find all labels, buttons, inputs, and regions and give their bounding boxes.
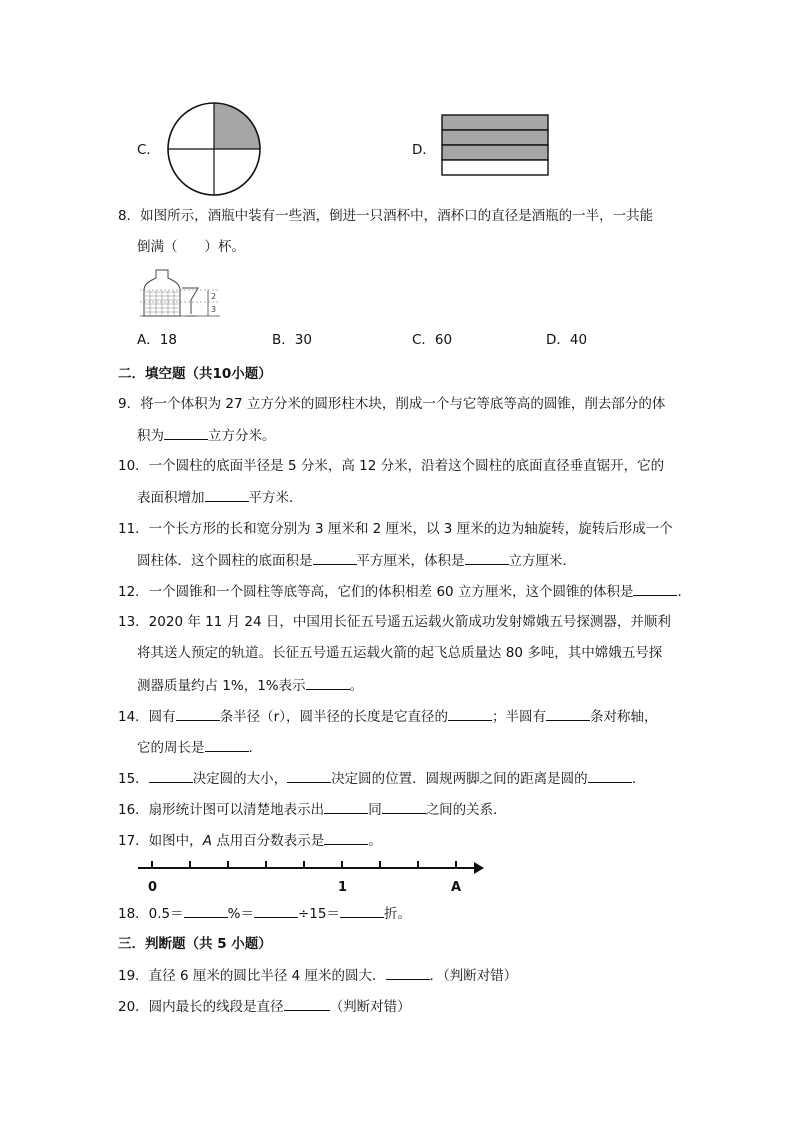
answer-blank[interactable]	[205, 487, 249, 502]
label-a: A	[451, 880, 462, 895]
answer-blank[interactable]	[164, 425, 208, 440]
q12-line: 12．一个圆锥和一个圆柱等底等高，它们的体积相差 60 立方厘米，这个圆锥的体积是 ．	[118, 581, 691, 602]
q13-line1: 13．2020 年 11 月 24 日，中国用长征五号遥五运载火箭成功发射嫦娥五号探测器，并顺利	[118, 614, 671, 630]
number-line	[138, 856, 488, 896]
answer-blank[interactable]	[324, 830, 368, 845]
option-c-label: C．	[137, 142, 160, 158]
answer-blank[interactable]	[284, 996, 330, 1011]
q8-line2: 倒满（ ）杯。	[137, 239, 245, 255]
q8-option-b: B．30	[272, 332, 312, 348]
answer-blank[interactable]	[205, 737, 249, 752]
label-1: 1	[338, 880, 348, 895]
answer-blank[interactable]	[313, 550, 357, 565]
bottle-liquid-hatch	[145, 291, 179, 315]
fig-label-3: 3	[211, 305, 217, 314]
answer-blank[interactable]	[382, 799, 426, 814]
q16-line: 16．扇形统计图可以清楚地表示出 同 之间的关系．	[118, 799, 507, 820]
q19-line: 19．直径 6 厘米的圆比半径 4 厘米的圆大． ．（判断对错）	[118, 965, 517, 986]
answer-blank[interactable]	[448, 706, 492, 721]
quarter-circle-figure	[165, 100, 263, 198]
shaded-strip-3	[442, 145, 548, 160]
q14-line1: 14．圆有 条半径（r），圆半径的长度是它直径的 ；半圆有 条对称轴，	[118, 706, 658, 727]
answer-blank[interactable]	[588, 768, 632, 783]
answer-blank[interactable]	[184, 903, 228, 918]
answer-blank[interactable]	[546, 706, 590, 721]
section2-title: 二．填空题（共10小题）	[118, 366, 272, 382]
answer-blank[interactable]	[340, 903, 384, 918]
answer-blank[interactable]	[176, 706, 220, 721]
q9-line1: 9．将一个体积为 27 立方分米的圆形柱木块，削成一个与它等底等高的圆锥，削去部分的体	[118, 396, 666, 412]
q9-line2: 积为 立方分米。	[137, 425, 276, 446]
q18-line: 18．0.5＝ %＝ ÷15＝ 折。	[118, 903, 411, 924]
q17-line: 17．如图中，A 点用百分数表示是 。	[118, 830, 382, 851]
section3-title: 三．判断题（共 5 小题）	[118, 936, 272, 952]
answer-blank[interactable]	[324, 799, 368, 814]
q13-line2: 将其送人预定的轨道。长征五号遥五运载火箭的起飞总质量达 80 多吨，其中嫦娥五号探	[137, 645, 663, 661]
q8-line1: 8．如图所示，酒瓶中装有一些酒，倒进一只酒杯中，酒杯口的直径是酒瓶的一半，一共能	[118, 208, 654, 224]
answer-blank[interactable]	[633, 581, 677, 596]
q14-line2: 它的周长是 .	[137, 737, 253, 758]
answer-blank[interactable]	[287, 768, 331, 783]
answer-blank[interactable]	[306, 675, 350, 690]
q8-option-d: D．40	[546, 332, 588, 348]
blank-strip-4	[442, 160, 548, 175]
fig-label-2: 2	[211, 292, 217, 301]
shaded-strip-1	[442, 115, 548, 130]
q10-line2: 表面积增加 平方米．	[137, 487, 303, 508]
arrow-head-icon	[474, 862, 484, 874]
q20-line: 20．圆内最长的线段是直径 （判断对错）	[118, 996, 411, 1017]
answer-blank[interactable]	[254, 903, 298, 918]
answer-blank[interactable]	[465, 550, 509, 565]
q13-line3: 测器质量约占 1%，1%表示 。	[137, 675, 363, 696]
label-0: 0	[148, 880, 158, 895]
q10-line1: 10．一个圆柱的底面半径是 5 分米，高 12 分米，沿着这个圆柱的底面直径垂直锯开，它的	[118, 458, 665, 474]
q11-line2: 圆柱体．这个圆柱的底面积是 平方厘米，体积是 立方厘米．	[137, 550, 576, 571]
q8-option-a: A．18	[137, 332, 177, 348]
option-d-label: D．	[412, 142, 436, 158]
number-line-ticks	[152, 861, 456, 868]
striped-rectangle-figure	[441, 114, 549, 178]
shaded-strip-2	[442, 130, 548, 145]
bottle-and-glass-figure	[140, 266, 226, 318]
answer-blank[interactable]	[386, 965, 430, 980]
answer-blank[interactable]	[149, 768, 193, 783]
q11-line1: 11．一个长方形的长和宽分别为 3 厘米和 2 厘米，以 3 厘米的边为轴旋转，旋转后形成一个	[118, 521, 673, 537]
q15-line: 15． 决定圆的大小， 决定圆的位置．圆规两脚之间的距离是圆的 .	[118, 768, 636, 789]
q8-option-c: C．60	[412, 332, 453, 348]
